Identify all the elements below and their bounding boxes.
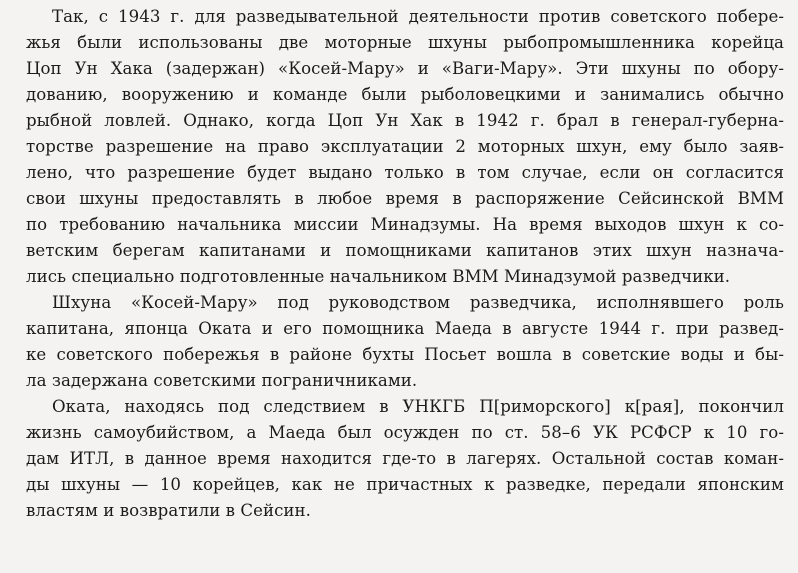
paragraph-2 [26, 290, 784, 394]
text-line: ке советского побережья в районе бухты Посьет вошла в советские воды и бы- [26, 345, 784, 364]
text-line: дованию, вооружению и команде были рыболовецкими и занимались обычно [26, 85, 784, 104]
text-line: торстве разрешение на право эксплуатации 2 моторных шхун, ему было заяв- [26, 137, 784, 156]
text-line: Шхуна «Косей-Мару» под руководством разведчика, исполнявшего роль [52, 293, 784, 312]
text-line: лись специально подготовленные начальником ВММ Минадзумой разведчики. [26, 267, 731, 286]
paragraph-1 [26, 4, 784, 290]
text-line: ветским берегам капитанами и помощниками капитанов этих шхун назнача- [26, 241, 784, 260]
text-line: по требованию начальника миссии Минадзумы. На время выходов шхун к со- [26, 215, 784, 234]
text-line: жизнь самоубийством, а Маеда был осужден по ст. 58–6 УК РСФСР к 10 го- [26, 423, 784, 442]
text-line: властям и возвратили в Сейсин. [26, 501, 311, 520]
text-line: Оката, находясь под следствием в УНКГБ П[риморского] к[рая], покончил [52, 397, 784, 416]
text-line: ды шхуны — 10 корейцев, как не причастных к разведке, передали японским [26, 475, 784, 494]
paragraph-3 [26, 394, 784, 524]
text-line: лено, что разрешение будет выдано только в том случае, если он согласится [26, 163, 784, 182]
text-line: свои шхуны предоставлять в любое время в распоряжение Сейсинской ВММ [26, 189, 784, 208]
text-line: Так, с 1943 г. для разведывательной деятельности против советского побере- [52, 7, 784, 26]
text-line: дам ИТЛ, в данное время находится где-то в лагерях. Остальной состав коман- [26, 449, 784, 468]
text-line: жья были использованы две моторные шхуны рыбопромышленника корейца [26, 33, 784, 52]
text-line: ла задержана советскими пограничниками. [26, 371, 418, 390]
text-line: Цоп Ун Хака (задержан) «Косей-Мару» и «Ваги-Мару». Эти шхуны по обору- [26, 59, 784, 78]
text-line: капитана, японца Оката и его помощника Маеда в августе 1944 г. при развед- [26, 319, 784, 338]
text-line: рыбной ловлей. Однако, когда Цоп Ун Хак в 1942 г. брал в генерал-губерна- [26, 111, 784, 130]
